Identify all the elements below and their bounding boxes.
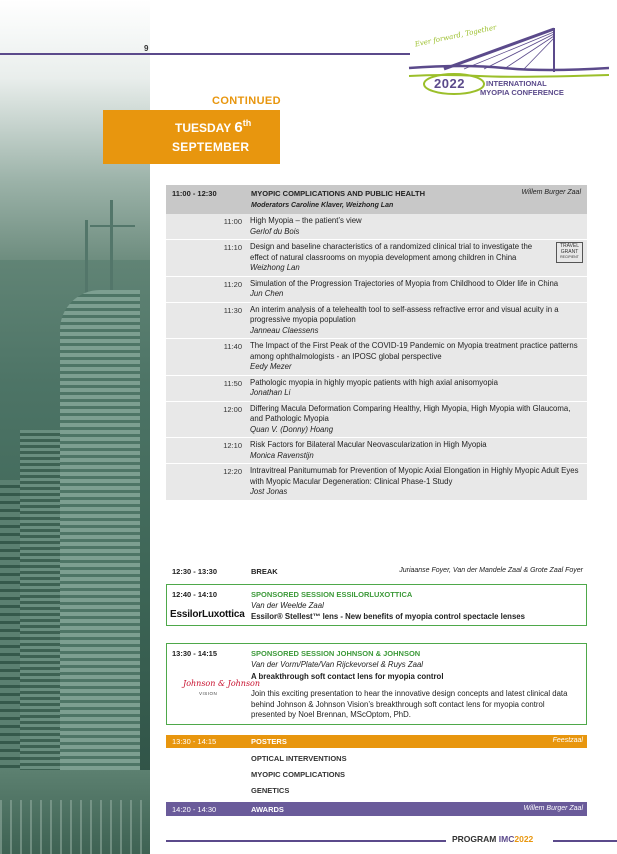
talk-time: 12:10 — [223, 441, 242, 450]
posters-title: POSTERS — [251, 737, 287, 746]
logo-line1: INTERNATIONAL — [486, 79, 547, 88]
talk-row — [166, 438, 587, 464]
session-header — [166, 185, 587, 214]
essilorluxottica-logo: EssilorLuxottica — [170, 609, 245, 620]
posters-row — [166, 735, 587, 748]
talk-title: Pathologic myopia in highly myopic patients with high axial anisomyopia — [250, 377, 498, 387]
talk-title: Differing Macula Deformation Comparing Healthy, High Myopia, High Myopia with Glaucoma, and Pathologic Myopia — [250, 403, 571, 423]
talk-speaker: Eedy Mezer — [250, 362, 292, 371]
footer-rule-left — [166, 840, 446, 842]
talk-speaker: Weizhong Lan — [250, 263, 300, 272]
talk-time: 12:00 — [223, 404, 242, 414]
awards-time: 14:20 - 14:30 — [172, 805, 217, 814]
day-month: SEPTEMBER — [172, 140, 250, 154]
day-weekday-line — [175, 118, 251, 136]
talk-speaker: Jun Chen — [250, 289, 284, 298]
posters-room: Feestzaal — [552, 737, 583, 744]
talk-speaker: Gerlof du Bois — [250, 226, 300, 236]
poster-topic: GENETICS — [251, 786, 290, 795]
session-time: 11:00 - 12:30 — [172, 189, 217, 198]
sponsored-room: Van der Weelde Zaal — [251, 601, 324, 610]
sponsored-title: SPONSORED SESSION JOHNSON & JOHNSON — [251, 649, 421, 658]
talk-title: Design and baseline characteristics of a randomized clinical trial to investigate the effect of natural classrooms on myopia development among children in China — [250, 242, 533, 262]
talk-time: 11:00 — [223, 217, 242, 226]
footer-imc: IMC — [498, 834, 515, 844]
awards-row — [166, 802, 587, 816]
sponsored-description: Join this exciting presentation to hear the innovative design concepts and latest clinical data behind Johnson & Johnson Vision’s breakthrough soft contact lens for myopia control presented by Noel Brennan, MScOptom, PhD. — [251, 689, 568, 719]
poster-topic: MYOPIC COMPLICATIONS — [251, 770, 346, 779]
sponsored-room: Van der Vorm/Plate/Van Rijckevorsel & Ruys Zaal — [251, 660, 424, 669]
header-rule — [0, 53, 410, 55]
break-time: 12:30 - 13:30 — [172, 567, 218, 576]
awards-title: AWARDS — [251, 805, 284, 814]
footer-year: 2022 — [514, 834, 534, 844]
continued-label: CONTINUED — [212, 95, 281, 107]
talk-time: 11:40 — [223, 342, 242, 351]
talk-speaker: Jonathan Li — [250, 388, 291, 397]
talk-time: 11:50 — [223, 378, 242, 388]
logo-year: 2022 — [434, 76, 465, 91]
footer-rule-right — [553, 840, 617, 842]
talk-row — [166, 339, 587, 376]
talk-time: 12:20 — [223, 467, 242, 476]
talk-title: Simulation of the Progression Trajectories of Myopia from Childhood to Older life in China — [250, 278, 559, 288]
awards-room: Willem Burger Zaal — [523, 805, 583, 812]
sponsored-talk: Essilor® Stellest™ lens - New benefits of myopia control spectacle lenses — [251, 612, 525, 621]
poster-topic: OPTICAL INTERVENTIONS — [251, 754, 347, 763]
jnj-logo: Johnson & Johnson — [183, 679, 261, 688]
talk-title: Risk Factors for Bilateral Macular Neovascularization in High Myopia — [250, 440, 487, 449]
logo-line2: MYOPIA CONFERENCE — [480, 88, 564, 97]
sponsored-talk: A breakthrough soft contact lens for myopia control — [251, 672, 444, 681]
sponsored-title: SPONSORED SESSION ESSILORLUXOTTICA — [251, 590, 413, 599]
talk-time: 11:10 — [223, 243, 242, 252]
day-weekday: TUESDAY — [175, 121, 232, 135]
page-number: 9 — [144, 44, 149, 53]
talk-row — [166, 240, 587, 277]
sponsored-time: 12:40 - 14:10 — [172, 590, 218, 599]
talk-title: The Impact of the First Peak of the COVID-19 Pandemic on Myopia treatment practice patterns among ophthalmologists - an IPOSC global perspective — [250, 341, 578, 361]
talk-title: Intravitreal Panitumumab for Prevention of Myopic Axial Elongation in Highly Myopic Adult Eyes with Myopic Macular Degeneration: Clinical Phase-1 Study — [250, 466, 579, 486]
talk-row — [166, 376, 587, 402]
talk-time: 11:30 — [223, 305, 242, 315]
session-room: Willem Burger Zaal — [521, 189, 581, 196]
day-box — [103, 110, 280, 164]
session-moderators: Moderators Caroline Klaver, Weizhong Lan — [251, 202, 394, 209]
break-row — [166, 564, 587, 578]
conference-logo — [404, 24, 609, 104]
talk-title: High Myopia – the patient’s view — [250, 216, 362, 225]
talk-speaker: Janneau Claessens — [250, 325, 319, 335]
jnj-logo-sub: VISION — [199, 691, 218, 696]
session-title: MYOPIC COMPLICATIONS AND PUBLIC HEALTH — [251, 189, 426, 198]
break-title: BREAK — [251, 567, 278, 576]
talk-row — [166, 277, 587, 303]
posters-time: 13:30 - 14:15 — [172, 737, 217, 746]
footer-label — [452, 834, 533, 844]
talk-speaker: Jost Jonas — [250, 487, 288, 496]
talk-row — [166, 402, 587, 439]
talk-title: An interim analysis of a telehealth tool to self-assess refractive error and visual acuity in a progressive myopia population — [250, 304, 559, 324]
sponsored-session-jnj — [166, 643, 587, 725]
talk-row — [166, 303, 587, 340]
logo-tagline: Ever forward, Together — [414, 23, 498, 49]
break-room: Juriaanse Foyer, Van der Mandele Zaal & Grote Zaal Foyer — [399, 567, 583, 574]
talk-time: 11:20 — [223, 279, 242, 289]
talk-row — [166, 214, 587, 240]
talk-list — [166, 214, 587, 501]
talk-speaker: Quan V. (Donny) Hoang — [250, 424, 334, 434]
day-date: 6th — [234, 118, 252, 136]
sponsored-time: 13:30 - 14:15 — [172, 649, 218, 658]
travel-grant-badge: TRAVEL GRANT RECIPIENT — [556, 242, 583, 263]
sponsored-session-essilor — [166, 584, 587, 626]
talk-row — [166, 464, 587, 501]
footer-program: PROGRAM — [452, 834, 497, 844]
talk-speaker: Monica Ravenstijn — [250, 450, 314, 460]
poster-topics — [251, 751, 347, 799]
